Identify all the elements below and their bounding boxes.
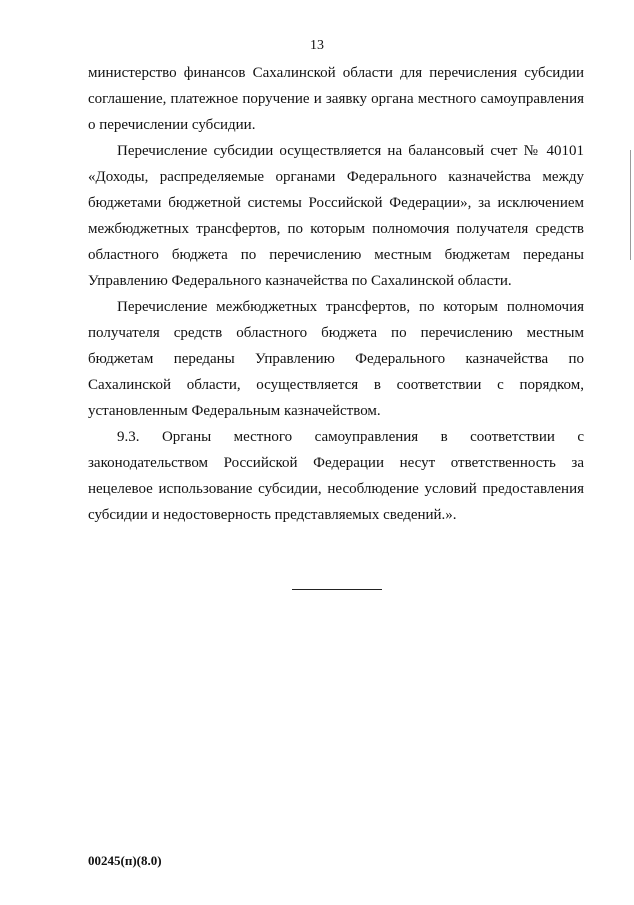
page-number: 13 (310, 38, 324, 53)
paragraph-1: министерство финансов Сахалинской области для перечисления субсидии соглашение, платежное поручение и заявку органа местного самоуправления о перечислении субсидии. (88, 65, 584, 133)
document-code: 00245(п)(8.0) (88, 853, 162, 868)
paragraph-4: 9.3. Органы местного самоуправления в соответствии с законодательством Российской Федерации несут ответственность за нецелевое использование субсидии, несоблюдение условий предоставления субсидии и недостоверность представляемых сведений.». (88, 429, 584, 523)
paragraph-3: Перечисление межбюджетных трансфертов, по которым полномочия получателя средств областного бюджета по перечислению местным бюджетам переданы Управлению Федерального казначейства по Сахалинской области, осуществляется в соответствии с порядком, установленным Федеральным казначейством. (88, 299, 584, 419)
document-body (88, 60, 584, 528)
paragraph-2: Перечисление субсидии осуществляется на балансовый счет № 40101 «Доходы, распределяемые органами Федерального казначейства между бюджетами бюджетной системы Российской Федерации», за исключением межбюджетных трансфертов, по которым полномочия получателя средств областного бюджета по перечислению местным бюджетам переданы Управлению Федерального казначейства по Сахалинской области. (88, 143, 584, 289)
end-divider-line (292, 589, 382, 590)
scan-edge-mark (630, 150, 631, 260)
